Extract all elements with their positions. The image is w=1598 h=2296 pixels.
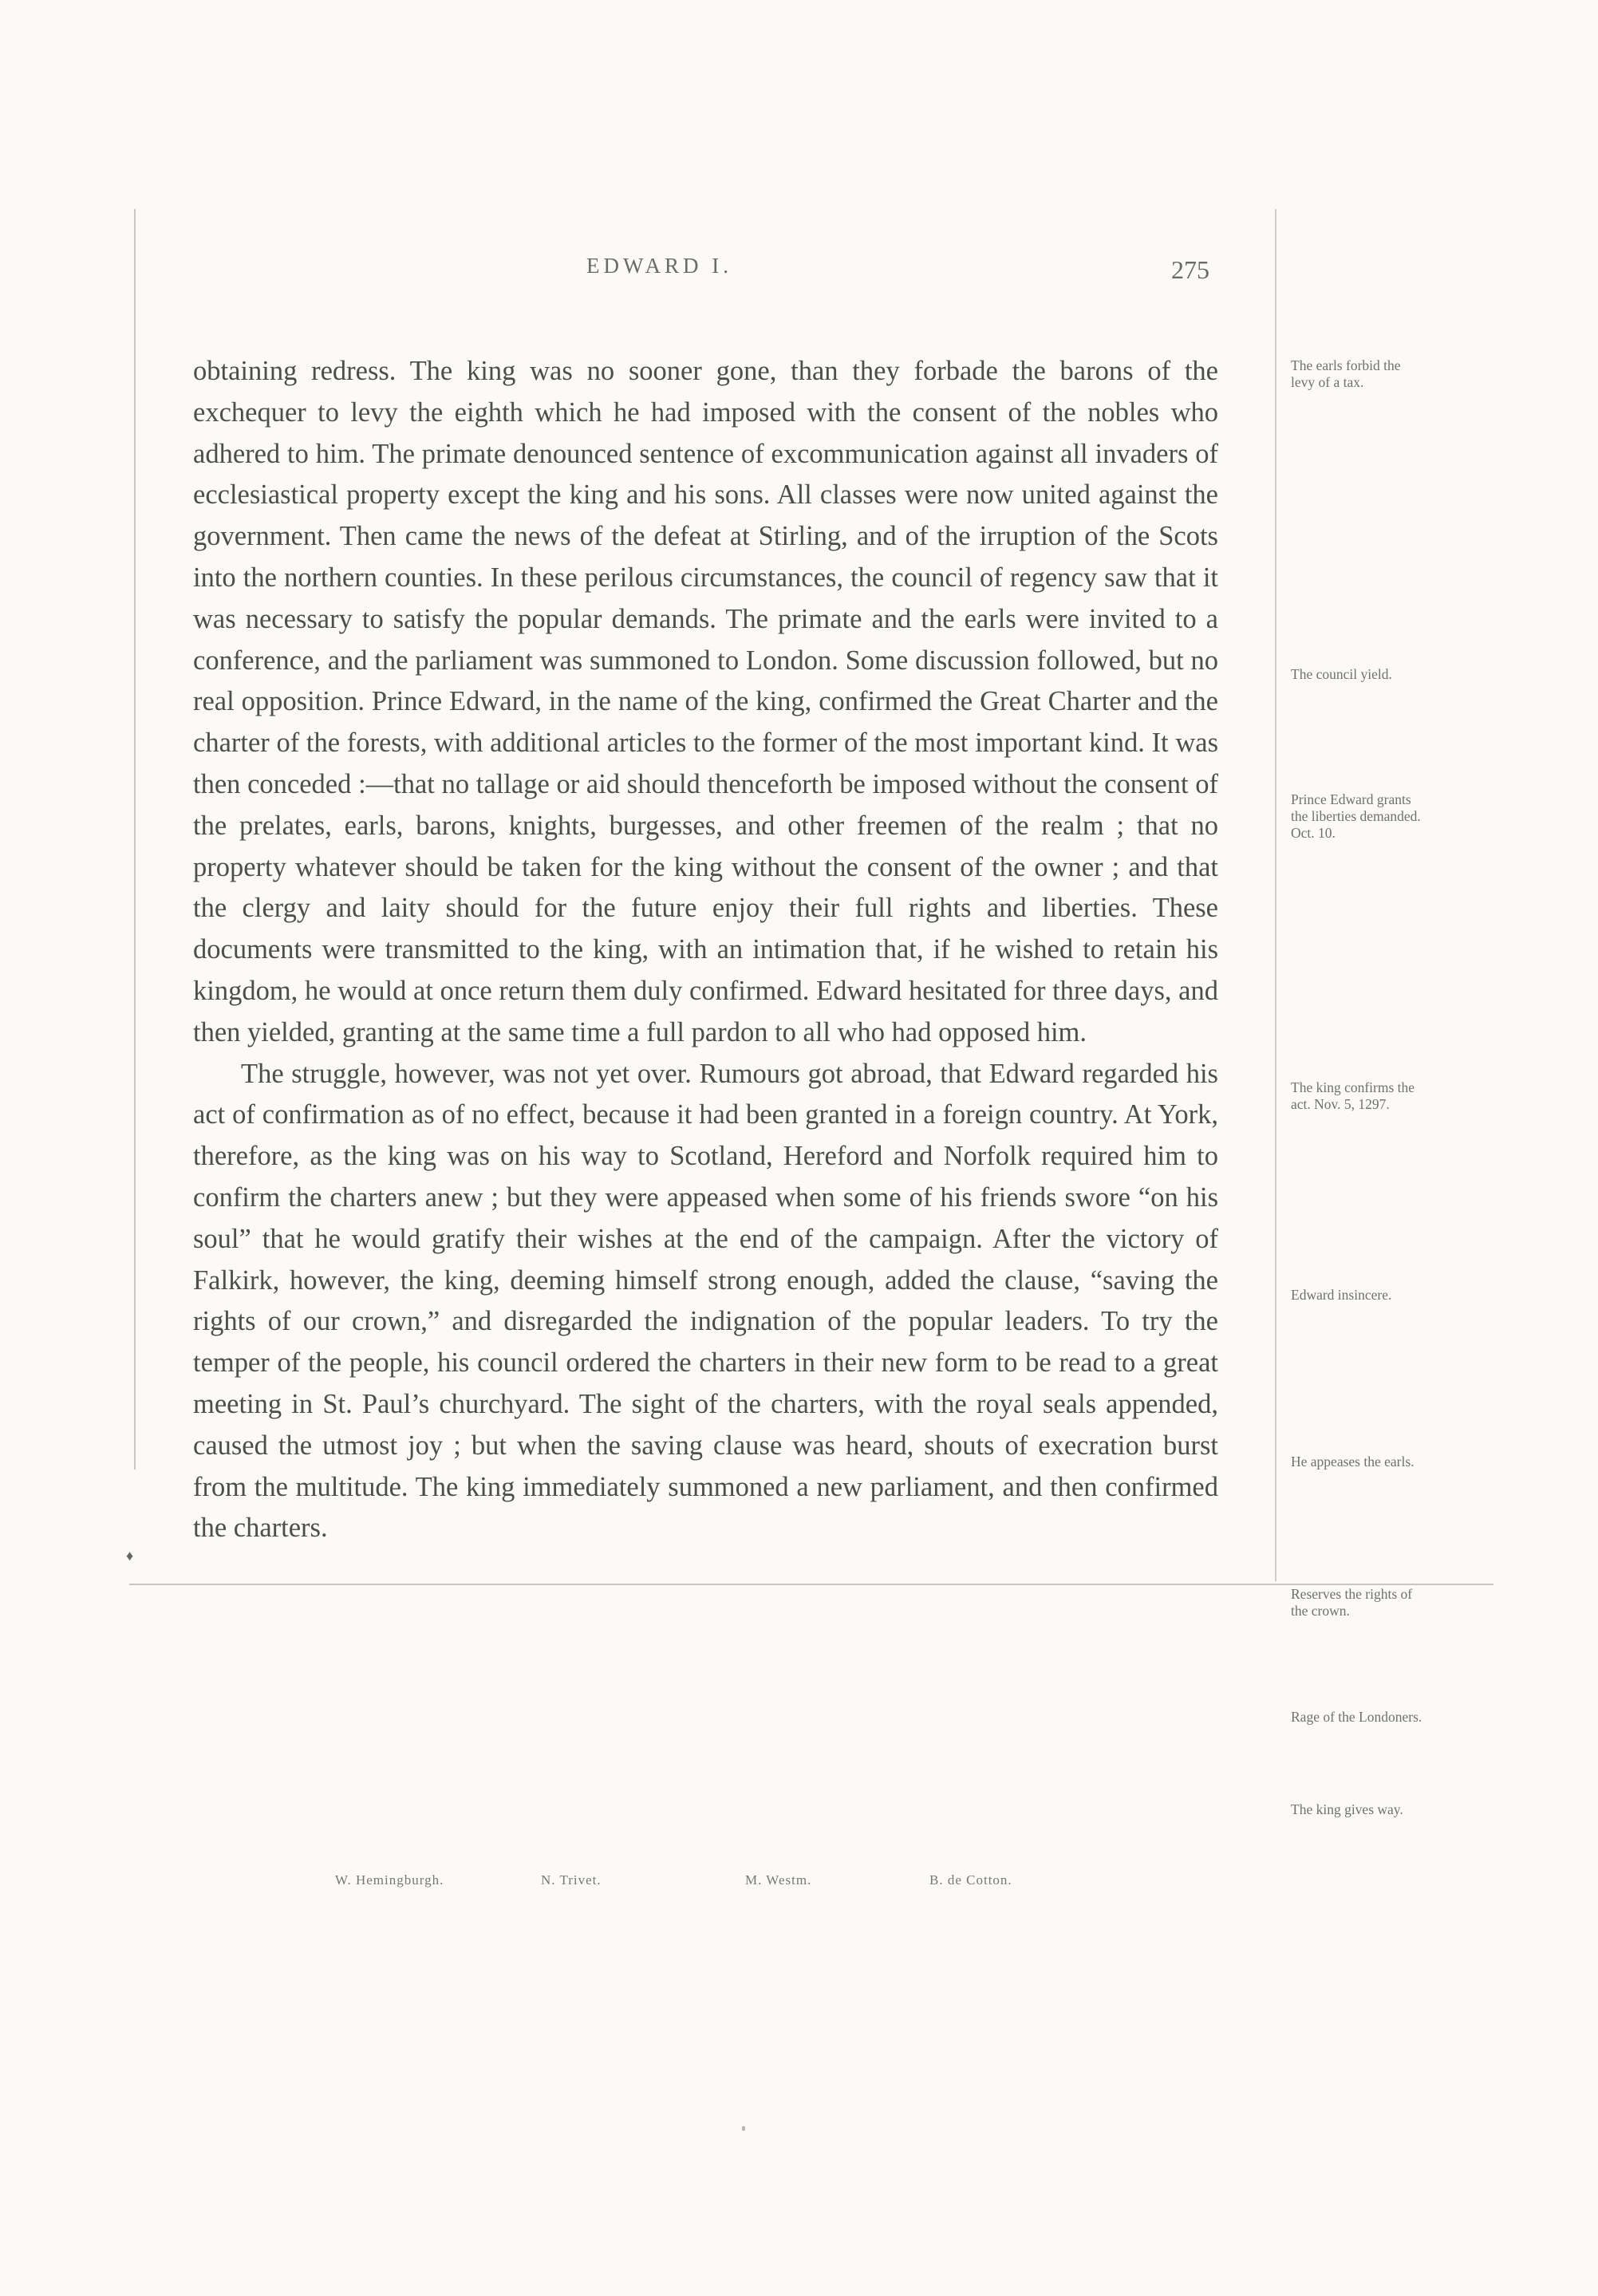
paragraph: obtaining redress. The king was no sooner gone, than they forbade the barons of the exchequer to levy the eighth which he had imposed with the consent of the nobles who adhered to him. The primate denounced sentence of excommunication against all invaders of ecclesiastical property except the king and his sons. All classes were now united against the government. Then came the news of the defeat at Stirling, and of the irruption of the Scots into the northern counties. In these perilous circumstances, the council of regency saw that it was necessary to satisfy the popular demands. The primate and the earls were invited to a conference, and the parliament was summoned to London. Some discussion followed, but no real opposition. Prince Edward, in the name of the king, confirmed the Great Charter and the charter of the forests, with additional articles to the former of the most important kind. It was then conceded :—that no tallage or aid should thenceforth be imposed without the consent of the prelates, earls, barons, knights, burgesses, and other freemen of the realm ; that no property whatever should be taken for the king without the consent of the owner ; and that the clergy and laity should for the future enjoy their full rights and liberties. These documents were transmitted to the king, with an intimation that, if he wished to retain his kingdom, he would at once return them duly confirmed. Edward hesitated for three days, and then yielded, granting at the same time a full pardon to all who had opposed him. bbox=[193, 356, 1218, 1047]
margin-note: Rage of the Londoners. bbox=[1291, 1709, 1422, 1725]
source-citation: M. Westm. bbox=[745, 1872, 812, 1888]
page-frame-bottom-rule bbox=[129, 1584, 1493, 1585]
page-number: 275 bbox=[1171, 255, 1209, 284]
margin-note: Edward insincere. bbox=[1291, 1287, 1392, 1303]
source-citation: W. Hemingburgh. bbox=[335, 1872, 444, 1888]
margin-note: The king confirms the act. Nov. 5, 1297. bbox=[1291, 1079, 1415, 1112]
source-citation: B. de Cotton. bbox=[929, 1872, 1012, 1888]
margin-note: The earls forbid the levy of a tax. bbox=[1291, 357, 1401, 390]
source-citation: N. Trivet. bbox=[541, 1872, 602, 1888]
margin-note: The king gives way. bbox=[1291, 1801, 1403, 1817]
paper-speck bbox=[742, 2126, 745, 2131]
margin-divider-rule bbox=[1275, 209, 1276, 1581]
margin-note: He appeases the earls. bbox=[1291, 1454, 1415, 1470]
paragraph: The struggle, however, was not yet over. Rumours got abroad, that Edward regarded his act of confirmation as of no effect, because it had been granted in a foreign country. At York, therefore, as the king was on his way to Scotland, Hereford and Norfolk required him to confirm the charters anew ; but they were appeased when some of his friends swore “on his soul” that he would gratify their wishes at the end of the campaign. After the victory of Falkirk, however, the king, deeming himself strong enough, added the clause, “saving the rights of our crown,” and disregarded the indignation of the popular leaders. To try the temper of the people, his council ordered the charters in their new form to be read to a great meeting in St. Paul’s churchyard. The sight of the charters, with the royal seals appended, caused the utmost joy ; but when the saving clause was heard, shouts of execration burst from the multitude. The king immediately summoned a new parliament, and then confirmed the charters. bbox=[193, 1058, 1218, 1544]
margin-note: The council yield. bbox=[1291, 666, 1392, 682]
page-frame-left-rule bbox=[134, 209, 136, 1470]
margin-note: Prince Edward grants the liberties demanded. Oct. 10. bbox=[1291, 791, 1421, 841]
margin-ink-mark: ♦ bbox=[126, 1548, 134, 1564]
body-text bbox=[193, 351, 1218, 1549]
margin-note: Reserves the rights of the crown. bbox=[1291, 1586, 1413, 1619]
running-head: EDWARD I. bbox=[586, 254, 732, 278]
